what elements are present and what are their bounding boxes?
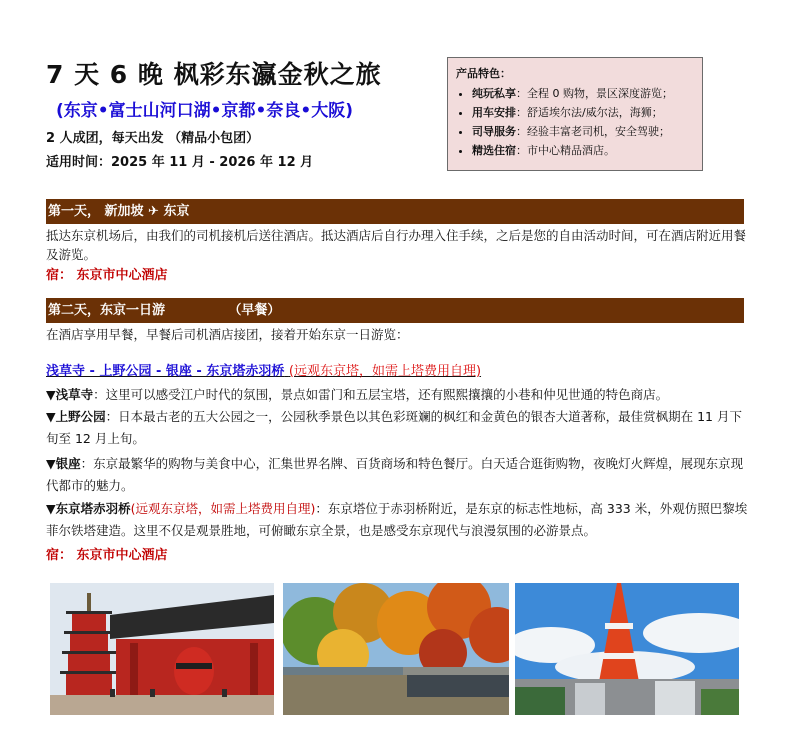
day2-heading-bar: 第二天，东京一日游 （早餐）: [46, 298, 744, 323]
spot-name: ▼东京塔赤羽桥: [46, 501, 131, 516]
feature-item: [472, 103, 694, 122]
feature-text: ：全程 0 购物，景区深度游览；: [516, 87, 673, 100]
group-info: 2 人成团，每天出发 （精品小包团）: [46, 131, 260, 146]
spot-text: ：东京塔位于赤羽桥附近，是东京的标志性地标，高 333 米，外观仿照巴黎埃菲尔铁塔建造。这里不仅是观景胜地，可俯瞰东京全景，也是感受东京现代与浪漫氛围的必游景点。: [46, 501, 748, 538]
feature-label: 精选住宿: [472, 144, 516, 157]
valid-time: 适用时间：2025 年 11 月 - 2026 年 12 月: [46, 155, 314, 170]
spot-name: ▼上野公园: [46, 409, 106, 424]
spot-tokyo-tower: [46, 498, 748, 542]
feature-label: 司导服务: [472, 125, 516, 138]
page-title: 7 天 6 晚 枫彩东瀛金秋之旅: [46, 60, 382, 89]
feature-text: ：经验丰富老司机，安全驾驶；: [516, 125, 670, 138]
day1-stay: 宿： 东京市中心酒店: [46, 268, 168, 283]
day2-stay: 宿： 东京市中心酒店: [46, 548, 168, 563]
spot-text: ：这里可以感受江户时代的氛围，景点如雷门和五层宝塔，还有熙熙攘攘的小巷和仲见世通的特色商店。: [93, 387, 669, 402]
day2-description: 在酒店享用早餐，早餐后司机酒店接团，接着开始东京一日游览：: [46, 327, 409, 342]
features-title: 产品特色：: [456, 67, 511, 80]
feature-item: [472, 122, 694, 141]
route-stops: 浅草寺 - 上野公园 - 银座 - 东京塔赤羽桥: [46, 364, 285, 379]
spot-ginza: [46, 453, 748, 497]
page-subtitle: (东京•富士山河口湖•京都•奈良•大阪): [56, 101, 354, 121]
spot-text: ：日本最古老的五大公园之一，公园秋季景色以其色彩斑斓的枫红和金黄色的银杏大道著称，最佳赏枫期在 11 月下旬至 12 月上旬。: [46, 409, 742, 446]
tokyo-tower-photo: [515, 583, 739, 715]
feature-label: 用车安排: [472, 106, 516, 119]
route-note: (远观东京塔，如需上塔费用自理): [288, 364, 482, 379]
feature-label: 纯玩私享: [472, 87, 516, 100]
feature-item: [472, 141, 694, 160]
day1-description: 抵达东京机场后，由我们的司机接机后送往酒店。抵达酒店后自行办理入住手续，之后是您的自由活动时间，可在酒店附近用餐及游览。: [46, 228, 747, 262]
spot-ueno-park: [46, 406, 748, 450]
features-list: [456, 84, 694, 160]
spot-name: ▼浅草寺: [46, 387, 94, 402]
feature-text: ：舒适埃尔法/威尔法，海狮；: [516, 106, 663, 119]
day1-heading-bar: 第一天， 新加坡 ✈ 东京: [46, 199, 744, 224]
features-box: [447, 57, 703, 171]
spot-text: ：东京最繁华的购物与美食中心，汇集世界名牌、百货商场和特色餐厅。白天适合逛街购物，夜晚灯火辉煌，展现东京现代都市的魅力。: [46, 456, 744, 493]
spot-sensoji: [46, 384, 748, 406]
spot-name: ▼银座: [46, 456, 81, 471]
day2-route: [46, 360, 481, 379]
sensoji-photo: [50, 583, 274, 715]
ueno-park-photo: [283, 583, 509, 715]
spot-note: (远观东京塔，如需上塔费用自理): [130, 501, 316, 516]
feature-item: [472, 84, 694, 103]
feature-text: ：市中心精品酒店。: [516, 144, 615, 157]
